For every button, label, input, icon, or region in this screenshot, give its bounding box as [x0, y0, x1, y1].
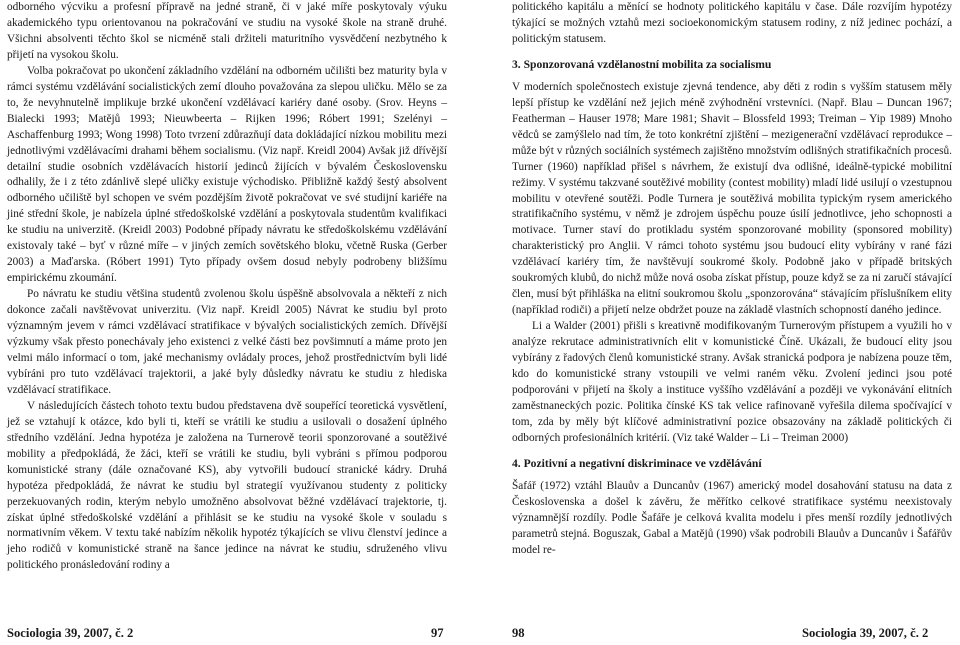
left-paragraph-3: Po návratu ke studiu většina studentů zvolenou školu úspěšně absolvovala a někteří z nich dokonce začali navštěvovat univerzitu. (Viz např. Kreidl 2005) Návrat ke studiu byl proto významným jevem v rámci vzdělávací stratifikace v bývalých socialistických zemích. Dřívější výzkumy však přesto ponechávaly jeho existenci z velké části bez povšimnutí a máme proto jen velmi málo informací o tom, jaké mechanismy ovládaly proces, jehož prostřednictvím byli lidé vybíráni pro tuto vzdělávací trajektorii, a jaké byly důsledky návratu ke studiu z hlediska vzdělávací stratifikace. [7, 288, 447, 396]
left-paragraph-1: odborného výcviku a profesní přípravě na jedné straně, či v jaké míře poskytovaly výuku akademického typu orientovanou na pokračování ve studiu na vysoké škole na straně druhé. Všichni absolventi těchto škol se nicméně stali držiteli maturitního vysvědčení nezbytného k přijetí na vysokou školu. [7, 1, 447, 61]
left-paragraph-2: Volba pokračovat po ukončení základního vzdělání na odborném učilišti bez maturity byla v rámci systému vzdělávání socialistických zemí dlouho považována za slepou uličku. Mělo se za to, že nevyhnutelně implikuje brzké ukončení vzdělávací kariéry dané osoby. (Srov. Heyns – Bialecki 1993; Matějů 1993; Nieuwbeerta – Rijken 1996; Róbert 1991; Szelényi – Aschaffenburg 1993; Wong 1998) Toto tvrzení zdůrazňují data dokládající nízkou mobilitu mezi jednotlivými vzdělávacími drahami během socialismu. (Viz např. Kreidl 2004) Avšak již dřívější detailní studie osobních vzdělávacích historií jedinců žijících v bývalém Československu odhalily, že i z této zdánlivě slepé uličky existuje východisko. Přibližně každý šestý absolvent odborného učiliště byl schopen ve svém pozdějším životě pokračovat ve své studijní kariéře na jiné střední škole, je nabízela úplné středoškolské vzdělání a poskytovala studentům kvalifikaci ke studiu na univerzitě. (Kreidl 2003) Podobné případy návratu ke středoškolskému vzdělávání existovaly také – byť v různé míře – v jiných zemích sovětského bloku, včetně Ruska (Gerber 2003) a Maďarska. (Róbert 1991) Tyto případy ovšem dosud nebyly podrobeny bližšímu empirickému zkoumání. [7, 64, 447, 285]
right-paragraph-2: V moderních společnostech existuje zjevná tendence, aby děti z rodin s vyšším statusem měly lepší přístup ke vzdělání než jejich méně zvýhodnění vrstevníci. (Např. Blau – Duncan 1967; Featherman – Hauser 1978; Mare 1981; Shavit – Blossfeld 1993; Treiman – Yip 1989) Mnoho vědců se zamýšlelo nad tím, že toto konkrétní zjištění – mezigenerační vzdělávací reprodukce – může být v různých sociálních systémech zajištěno množstvím odlišných stratifikačních procesů. Turner (1960) například přišel s návrhem, že existují dva odlišné, ideálně-typické mobilitní režimy. V systému takzvané soutěživé mobility (contest mobility) mladí lidé usilují o vzestupnou mobilitu v otevřené soutěži. Podle Turnera je soutěživá mobilita typickým rysem amerického stratifikačního systému, v němž je zdrojem úspěchu pouze úsilí jednotlivce, jeho schopnosti a motivace. Turner staví do protikladu systém sponzorované mobility (sponsored mobility) charakteristický pro Anglii. V rámci tohoto systému jsou budoucí elity vybírány v rané fázi vzdělávací kariéry tím, že navštěvují soukromé školy. Podobně jako v případě britských soukromých klubů, do nichž může nová osoba získat přístup, pouze když se za ni zaručí stávající člen, musí být přihláška na elitní soukromou školu „sponzorována“ stávajícím příslušníkem elity (například rodiči) a přijetí nelze obdržet pouze na základě vlastních schopností daného jedince. [512, 80, 952, 317]
right-paragraph-3: Li a Walder (2001) přišli s kreativně modifikovaným Turnerovým přístupem a využili ho v analýze rekrutace administrativních elit v komunistické Číně. Ukázali, že budoucí elity jsou vybírány z řadových členů komunistické strany. Avšak stranická podpora je nabízena pouze těm, kdo do komunistické strany vstoupili ve velmi raném věku. Zvolení jedinci jsou poté podporováni v přijetí na školy a instituce vyššího vzdělávání a později ve vykonávání elitních zaměstnaneckých pozic. Politika čínské KS tak velice rafinovaně vyřešila dilema spočívající v tom, zda by měly být klíčové administrativní pozice obsazovány na základě politických či odborných profesionálních kritérií. (Viz také Walder – Li – Treiman 2000) [512, 320, 952, 444]
left-footer-page-number: 97 [431, 626, 444, 640]
left-paragraph-4: V následujících částech tohoto textu budou představena dvě soupeřící teoretická vysvětlení, jež se vztahují k otázce, kdo byli ti, kteří se vrátili ke studiu a usilovali o dosažení úplného středního vzdělání. Jedna hypotéza je založena na Turnerově teorii sponzorované a soutěživé mobility a předpokládá, že žáci, kteří se vrátili ke studiu, byli vybráni s přímou podporou komunistické strany (dále označované KS), aby vytvořili budoucí stranické kádry. Druhá hypotéza předpokládá, že návrat ke studiu byl strategií využívanou studenty z politicky perzekuovaných rodin, kterým nebylo umožněno absolvovat běžné vzdělávací trajektorie, tj. získat úplné středoškolské vzdělání a přihlásit se ke studiu na vysoké škole v souladu s normativním věkem. V textu také nabízím několik hypotéz týkajících se vlivu členství jedince a jeho rodičů v komunistické straně na šance jedince na návrat ke studiu, sdruženého vlivu politického pronásledování rodiny a [7, 399, 447, 572]
left-footer-journal: Sociologia 39, 2007, č. 2 [7, 626, 134, 640]
right-paragraph-1: politického kapitálu a měnící se hodnoty politického kapitálu v čase. Dále rozvíjím hypotézy týkající se možných vztahů mezi socioekonomickým statusem rodiny, z níž jedinec pochází, a politickým statusem. [512, 1, 952, 45]
right-footer-journal: Sociologia 39, 2007, č. 2 [802, 626, 929, 640]
left-column [7, 0, 447, 574]
right-footer-page-number: 98 [512, 626, 525, 640]
right-column [512, 0, 952, 559]
section-heading-3: 3. Sponzorovaná vzdělanostní mobilita za socialismu [512, 57, 772, 71]
section-heading-4: 4. Pozitivní a negativní diskriminace ve vzdělávání [512, 456, 762, 470]
right-paragraph-4: Šafář (1972) vztáhl Blauův a Duncanův (1967) americký model dosahování statusu na data z Československa a došel k závěru, že měřítko celkové stratifikace systému neexistovaly významnější rozdíly. Podle Šafáře je celková kvalita modelu i přes menší rozdíly jednotlivých parametrů stejná. Boguszak, Gabal a Matějů (1990) však podrobili Blauův a Duncanův i Šafářův model re- [512, 479, 952, 556]
